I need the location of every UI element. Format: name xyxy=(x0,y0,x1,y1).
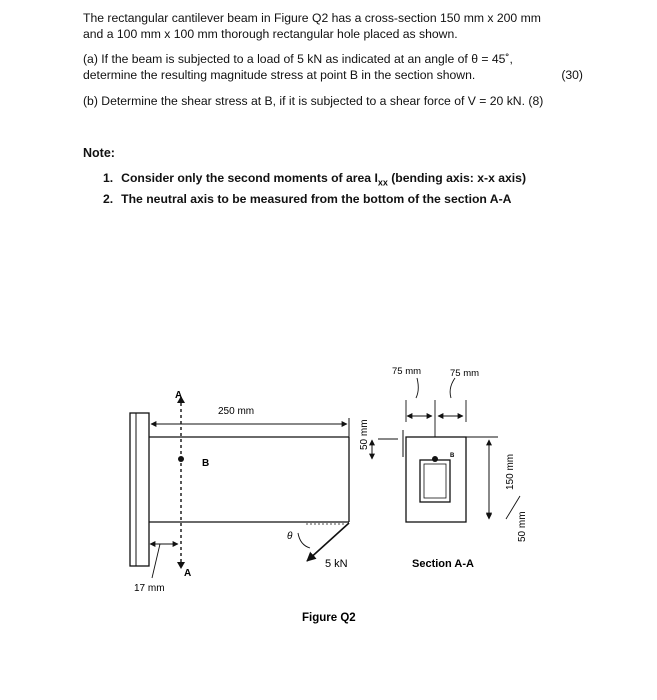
wall-support xyxy=(130,413,149,566)
dimension-75-right-leader xyxy=(450,378,455,398)
figure-caption: Figure Q2 xyxy=(302,612,356,624)
theta-arc xyxy=(298,533,310,548)
dimension-250-label: 250 mm xyxy=(218,406,255,417)
dimension-75-right-label: 75 mm xyxy=(450,368,480,379)
note-title: Note: xyxy=(83,146,115,160)
point-b-label: B xyxy=(202,458,210,469)
part-a-marks: (30) xyxy=(561,67,583,82)
part-a-line-2: determine the resulting magnitude stress at point B in the section shown. xyxy=(83,67,476,82)
dimension-75-left-leader xyxy=(416,378,418,398)
note-item-1-subscript: xx xyxy=(377,177,388,188)
part-b-paragraph xyxy=(83,94,583,110)
part-a-paragraph xyxy=(83,52,583,83)
load-label: 5 kN xyxy=(325,558,348,570)
note-item-2-text: The neutral axis to be measured from the bottom of the section A-A xyxy=(121,191,512,206)
intro-line-1: The rectangular cantilever beam in Figure Q2 has a cross-section 150 mm x 200 mm xyxy=(83,11,541,25)
dimension-50-right-label: 50 mm xyxy=(517,511,528,542)
section-aa-label: Section A-A xyxy=(412,558,474,570)
intro-line-2: and a 100 mm x 100 mm thorough rectangular hole placed as shown. xyxy=(83,26,458,41)
part-a-line-1: (a) If the beam is subjected to a load of 5 kN as indicated at an angle of θ = 45˚, xyxy=(83,52,513,66)
part-b-line: (b) Determine the shear stress at B, if it is subjected to a shear force of V = 20 kN. (8) xyxy=(83,94,544,108)
note-item-2-number: 2. xyxy=(103,191,114,206)
theta-label: θ xyxy=(287,531,293,542)
dimension-17-label: 17 mm xyxy=(134,583,165,594)
note-item-2 xyxy=(103,191,526,208)
figure-q2 xyxy=(0,360,657,640)
dimension-150-label: 150 mm xyxy=(505,453,516,490)
dimension-17-leader xyxy=(152,544,160,578)
note-item-1 xyxy=(103,170,526,191)
note-list xyxy=(103,170,526,207)
section-point-b-dot xyxy=(432,456,438,462)
load-arrow xyxy=(307,523,349,561)
dimension-75-left-label: 75 mm xyxy=(392,366,422,377)
section-label-a-top: A xyxy=(175,390,183,401)
intro-paragraph xyxy=(83,11,583,42)
cross-section-outline xyxy=(406,437,466,522)
note-item-1-text: Consider only the second moments of area I xyxy=(121,171,378,185)
dimension-50-left-label: 50 mm xyxy=(359,419,370,450)
section-label-a-bottom: A xyxy=(184,568,192,579)
section-point-b-label: B xyxy=(450,453,455,459)
note-item-1-rest: (bending axis: x-x axis) xyxy=(387,171,527,185)
note-item-1-number: 1. xyxy=(103,171,114,185)
point-b-dot xyxy=(178,456,184,462)
